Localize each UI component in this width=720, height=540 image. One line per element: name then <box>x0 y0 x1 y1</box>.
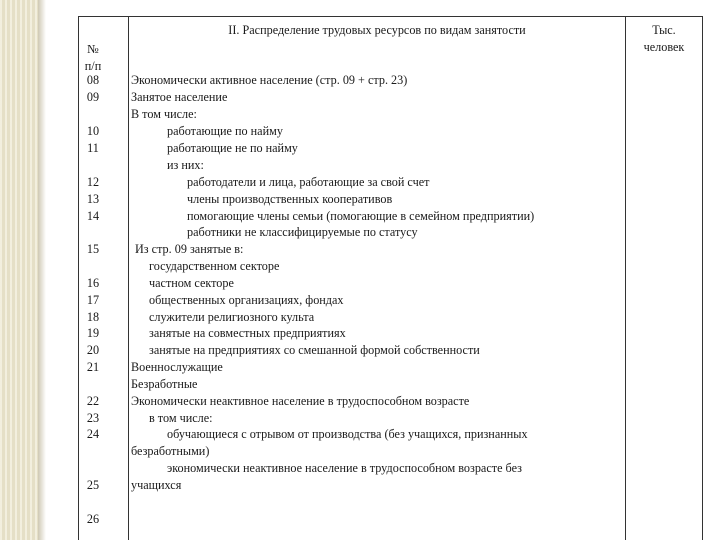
row-number: 22 <box>86 394 100 408</box>
row-text: Экономически неактивное население в трудоспособном возрасте <box>131 394 470 408</box>
row-number: 14 <box>86 209 100 223</box>
column-divider-2 <box>625 16 626 540</box>
left-band-shadow <box>38 0 46 540</box>
row-number: 25 <box>86 478 100 492</box>
row-text: учащихся <box>131 478 182 492</box>
row-text: Безработные <box>131 377 198 391</box>
row-number: 16 <box>86 276 100 290</box>
row-number: 24 <box>86 427 100 441</box>
row-text: служители религиозного культа <box>149 310 315 324</box>
row-text: Экономически активное население (стр. 09 + стр. 23) <box>131 73 408 87</box>
row-text: В том числе: <box>131 107 197 121</box>
column-divider-1 <box>128 16 129 540</box>
table-right-border <box>702 16 703 540</box>
row-text: помогающие члены семьи (помогающие в семейном предприятии) <box>187 209 535 223</box>
header-title: II. Распределение трудовых ресурсов по видам занятости <box>228 23 526 37</box>
row-number: 19 <box>86 326 100 340</box>
row-number: 20 <box>86 343 100 357</box>
row-number: 18 <box>86 310 100 324</box>
row-text: члены производственных кооперативов <box>187 192 393 206</box>
row-text: обучающиеся с отрывом от производства (без учащихся, признанных <box>167 427 528 441</box>
document-table <box>48 0 712 540</box>
header-unit-line1: Тыс. <box>652 23 676 37</box>
row-number: 09 <box>86 90 100 104</box>
row-number: 11 <box>87 141 99 155</box>
row-text: Из стр. 09 занятые в: <box>135 242 244 256</box>
row-text: работающие не по найму <box>167 141 298 155</box>
row-text: экономически неактивное население в трудоспособном возрасте без <box>167 461 522 475</box>
row-text: работники не классифицируемые по статусу <box>187 225 418 239</box>
row-text: государственном секторе <box>149 259 280 273</box>
header-number-abbrev: п/п <box>84 59 102 73</box>
left-decorative-band <box>0 0 38 540</box>
row-text: занятые на совместных предприятиях <box>149 326 346 340</box>
row-number: 23 <box>86 411 100 425</box>
row-number: 12 <box>86 175 100 189</box>
header-unit-line2: человек <box>643 40 685 54</box>
row-number: 15 <box>86 242 100 256</box>
row-text: частном секторе <box>149 276 234 290</box>
row-text: Военнослужащие <box>131 360 223 374</box>
header-number-symbol: № <box>87 42 99 56</box>
row-number: 21 <box>86 360 100 374</box>
row-text: работающие по найму <box>167 124 283 138</box>
row-number: 13 <box>86 192 100 206</box>
row-number: 08 <box>86 73 100 87</box>
row-text: работодатели и лица, работающие за свой счет <box>187 175 430 189</box>
row-text: занятые на предприятиях со смешанной формой собственности <box>149 343 480 357</box>
row-text: безработными) <box>131 444 210 458</box>
row-text: из них: <box>167 158 204 172</box>
row-number: 10 <box>86 124 100 138</box>
row-text: Занятое население <box>131 90 228 104</box>
row-text: общественных организациях, фондах <box>149 293 344 307</box>
row-number: 26 <box>86 512 100 526</box>
row-text: в том числе: <box>149 411 213 425</box>
table-top-border <box>78 16 702 17</box>
row-number: 17 <box>86 293 100 307</box>
